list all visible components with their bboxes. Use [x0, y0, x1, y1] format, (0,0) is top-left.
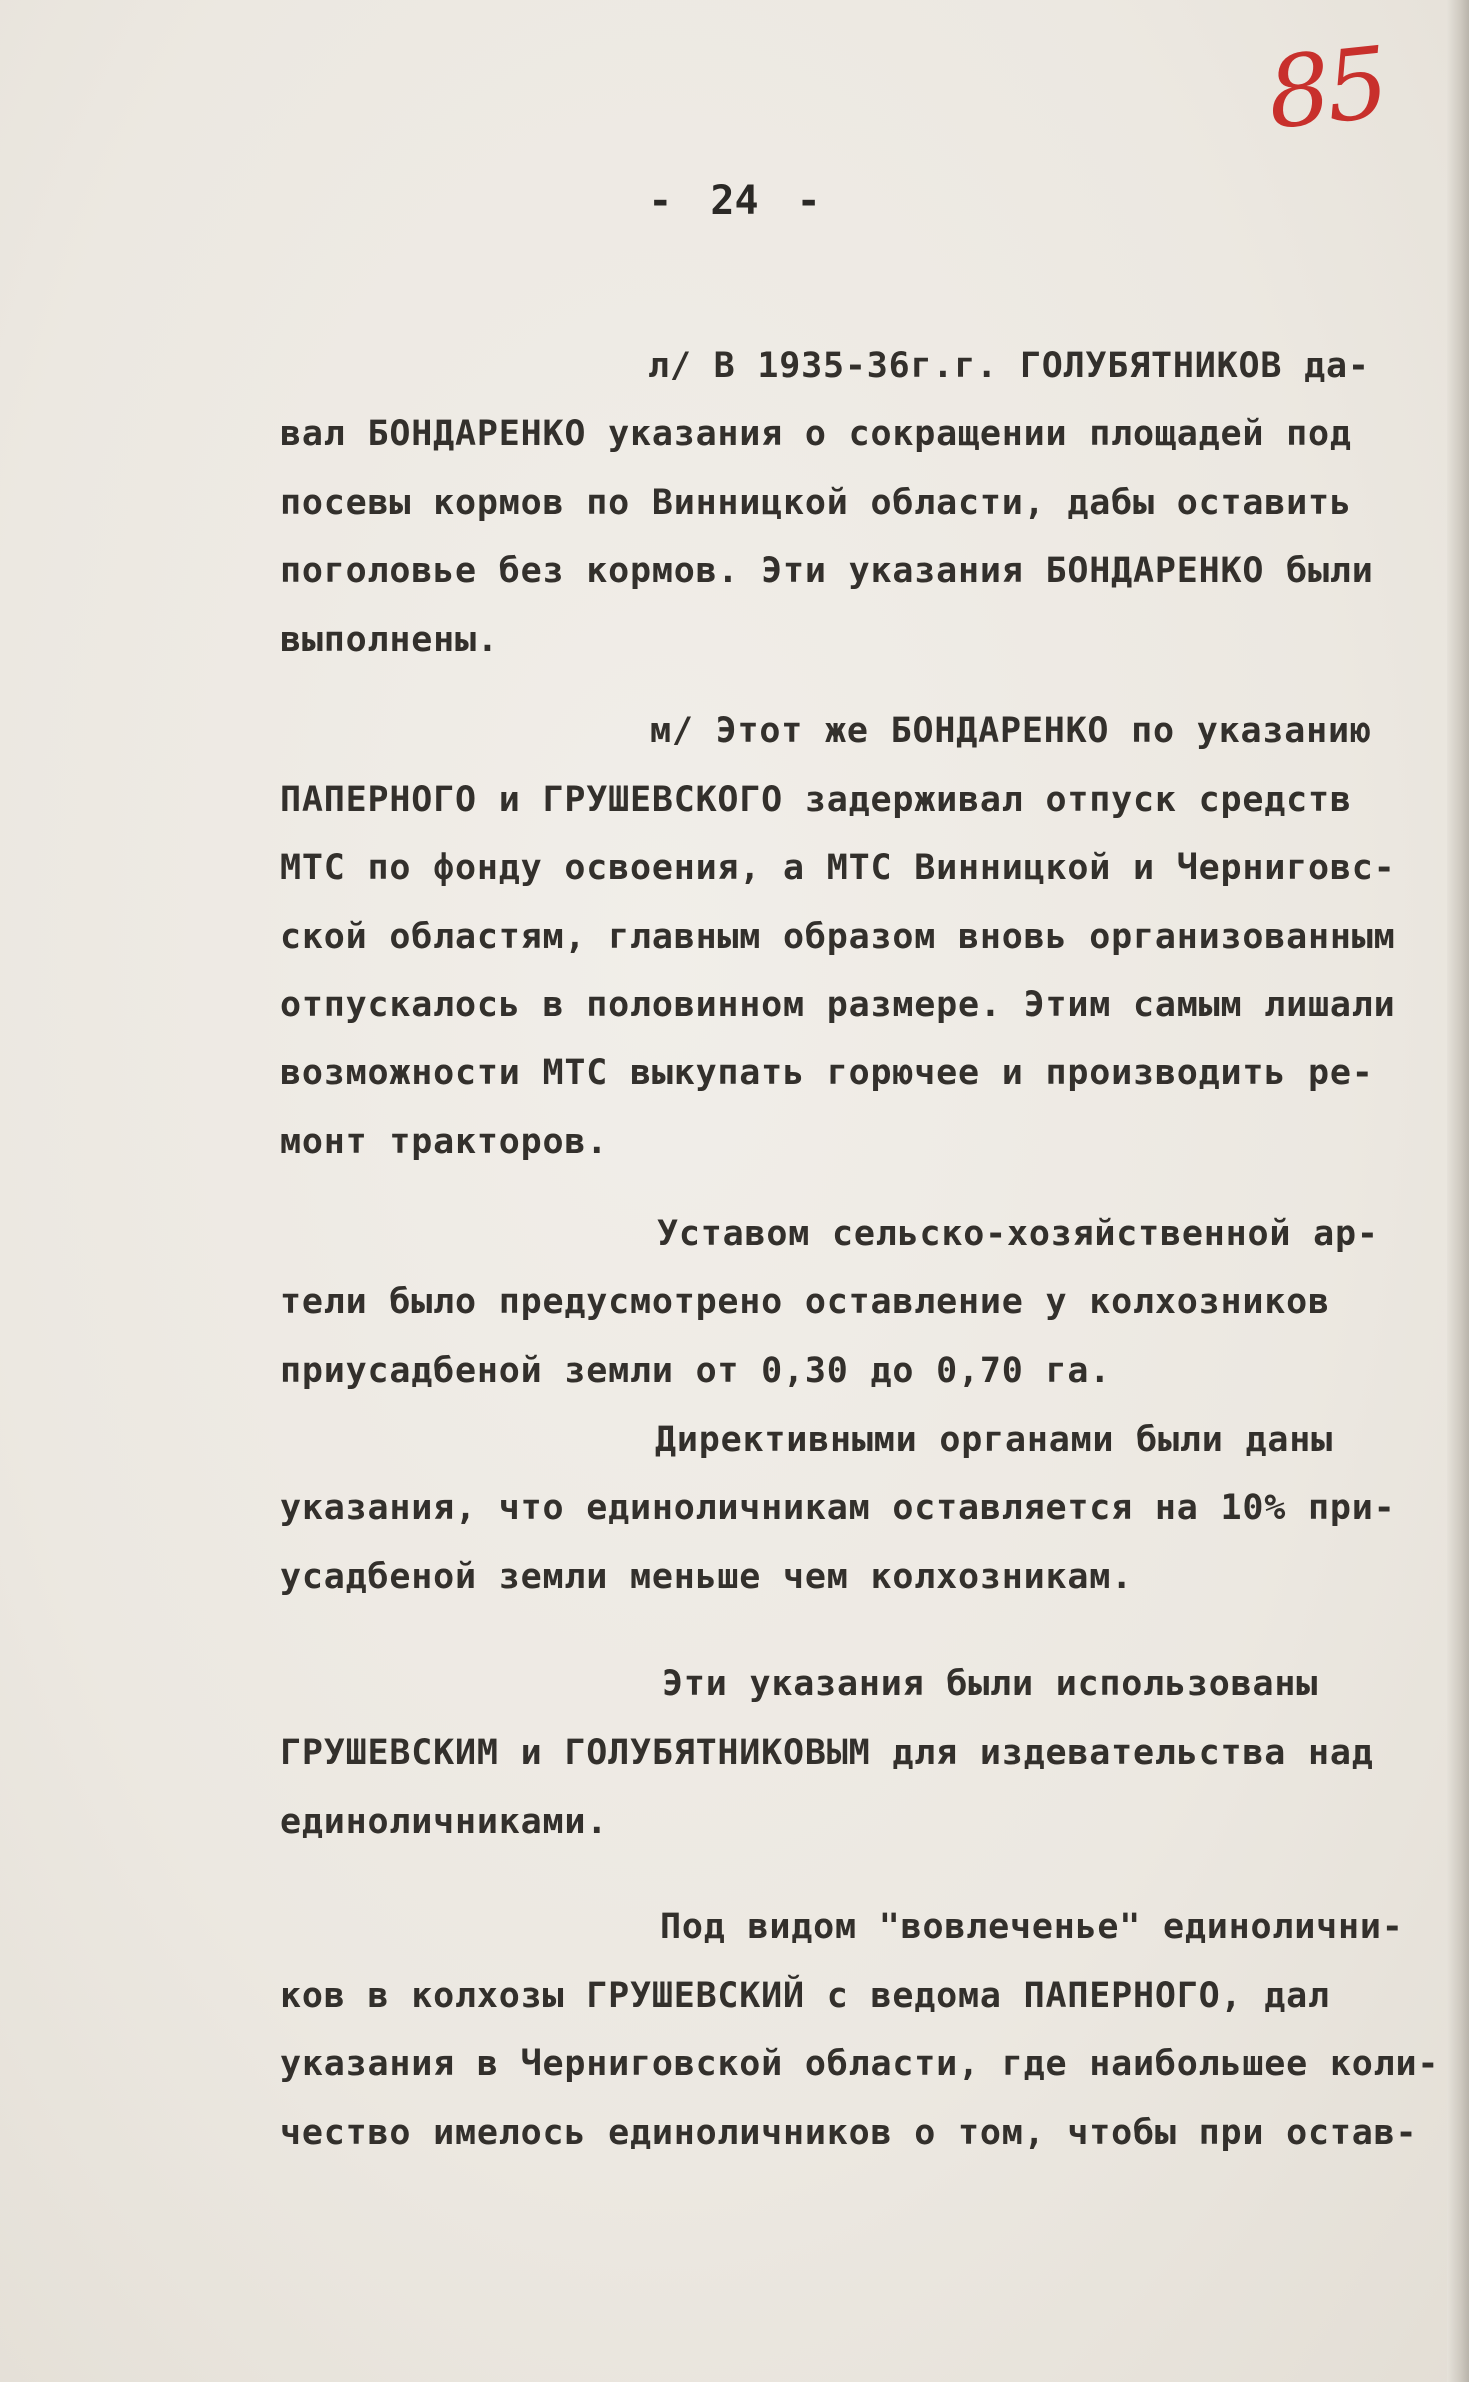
text-line: ПАПЕРНОГО и ГРУШЕВСКОГО задерживал отпуск средств: [280, 780, 1352, 820]
text-line: м/ Этот же БОНДАРЕНКО по указанию: [650, 711, 1372, 751]
archive-folio-number: 85: [1262, 26, 1391, 152]
page-number: - 24 -: [648, 178, 821, 224]
text-line: ков в колхозы ГРУШЕВСКИЙ с ведома ПАПЕРНОГО, дал: [280, 1976, 1330, 2016]
text-line: возможности МТС выкупать горючее и производить ре-: [280, 1053, 1374, 1093]
text-line: тели было предусмотрено оставление у колхозников: [280, 1282, 1330, 1322]
text-line: единоличниками.: [280, 1802, 609, 1842]
text-line: поголовье без кормов. Эти указания БОНДАРЕНКО были: [280, 551, 1374, 591]
page-edge-shadow: [1447, 0, 1469, 2382]
text-line: указания в Черниговской области, где наибольшее коли-: [280, 2044, 1440, 2084]
text-line: вал БОНДАРЕНКО указания о сокращении площадей под: [280, 414, 1352, 454]
text-line: монт тракторов.: [280, 1122, 609, 1162]
text-line: приусадбеной земли от 0,30 до 0,70 га.: [280, 1351, 1112, 1391]
text-line: Уставом сельско-хозяйственной ар-: [657, 1214, 1379, 1254]
text-line: чество имелось единоличников о том, чтобы при остав-: [280, 2113, 1418, 2153]
text-line: л/ В 1935-36г.г. ГОЛУБЯТНИКОВ да-: [648, 346, 1370, 386]
text-line: ской областям, главным образом вновь организованным: [280, 917, 1396, 957]
text-line: выполнены.: [280, 620, 499, 660]
text-line: усадбеной земли меньше чем колхозникам.: [280, 1557, 1133, 1597]
text-line: Эти указания были использованы: [662, 1664, 1319, 1704]
text-line: отпускалось в половинном размере. Этим самым лишали: [280, 985, 1396, 1025]
text-line: Директивными органами были даны: [655, 1420, 1334, 1460]
text-line: Под видом "вовлеченье" единолични-: [660, 1907, 1404, 1947]
text-line: указания, что единоличникам оставляется на 10% при-: [280, 1488, 1396, 1528]
text-line: посевы кормов по Винницкой области, дабы оставить: [280, 483, 1352, 523]
text-line: МТС по фонду освоения, а МТС Винницкой и Черниговс-: [280, 848, 1396, 888]
text-line: ГРУШЕВСКИМ и ГОЛУБЯТНИКОВЫМ для издевательства над: [280, 1733, 1374, 1773]
